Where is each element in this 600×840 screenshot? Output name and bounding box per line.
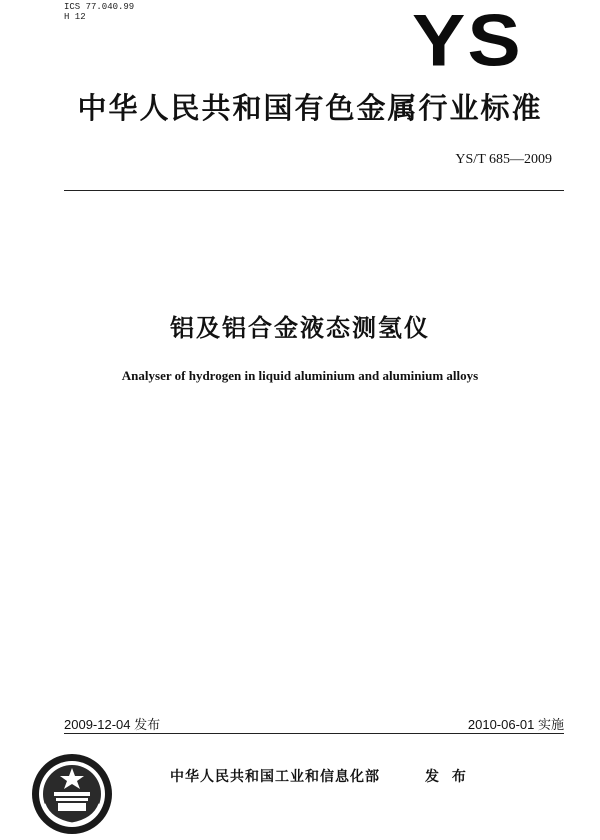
ics-code: ICS 77.040.99 [64,2,135,12]
publish-label: 发 布 [425,769,470,785]
document-title-chinese: 铝及铝合金液态测氢仪 [170,314,430,342]
issue-date: 2009-12-04 发布 [64,717,161,732]
footer-divider [64,733,564,734]
ys-logo: YS [412,0,523,82]
header-divider [64,190,564,191]
organization-title: 中华人民共和国有色金属行业标准 [77,91,543,125]
national-emblem-icon [30,752,114,836]
ccs-code: H 12 [64,12,86,22]
document-title-english: Analyser of hydrogen in liquid aluminium and aluminium alloys [121,368,479,383]
implementation-date: 2010-06-01 实施 [467,717,564,732]
publisher-name: 中华人民共和国工业和信息化部 [170,769,380,785]
standard-number: YS/T 685—2009 [455,152,552,167]
